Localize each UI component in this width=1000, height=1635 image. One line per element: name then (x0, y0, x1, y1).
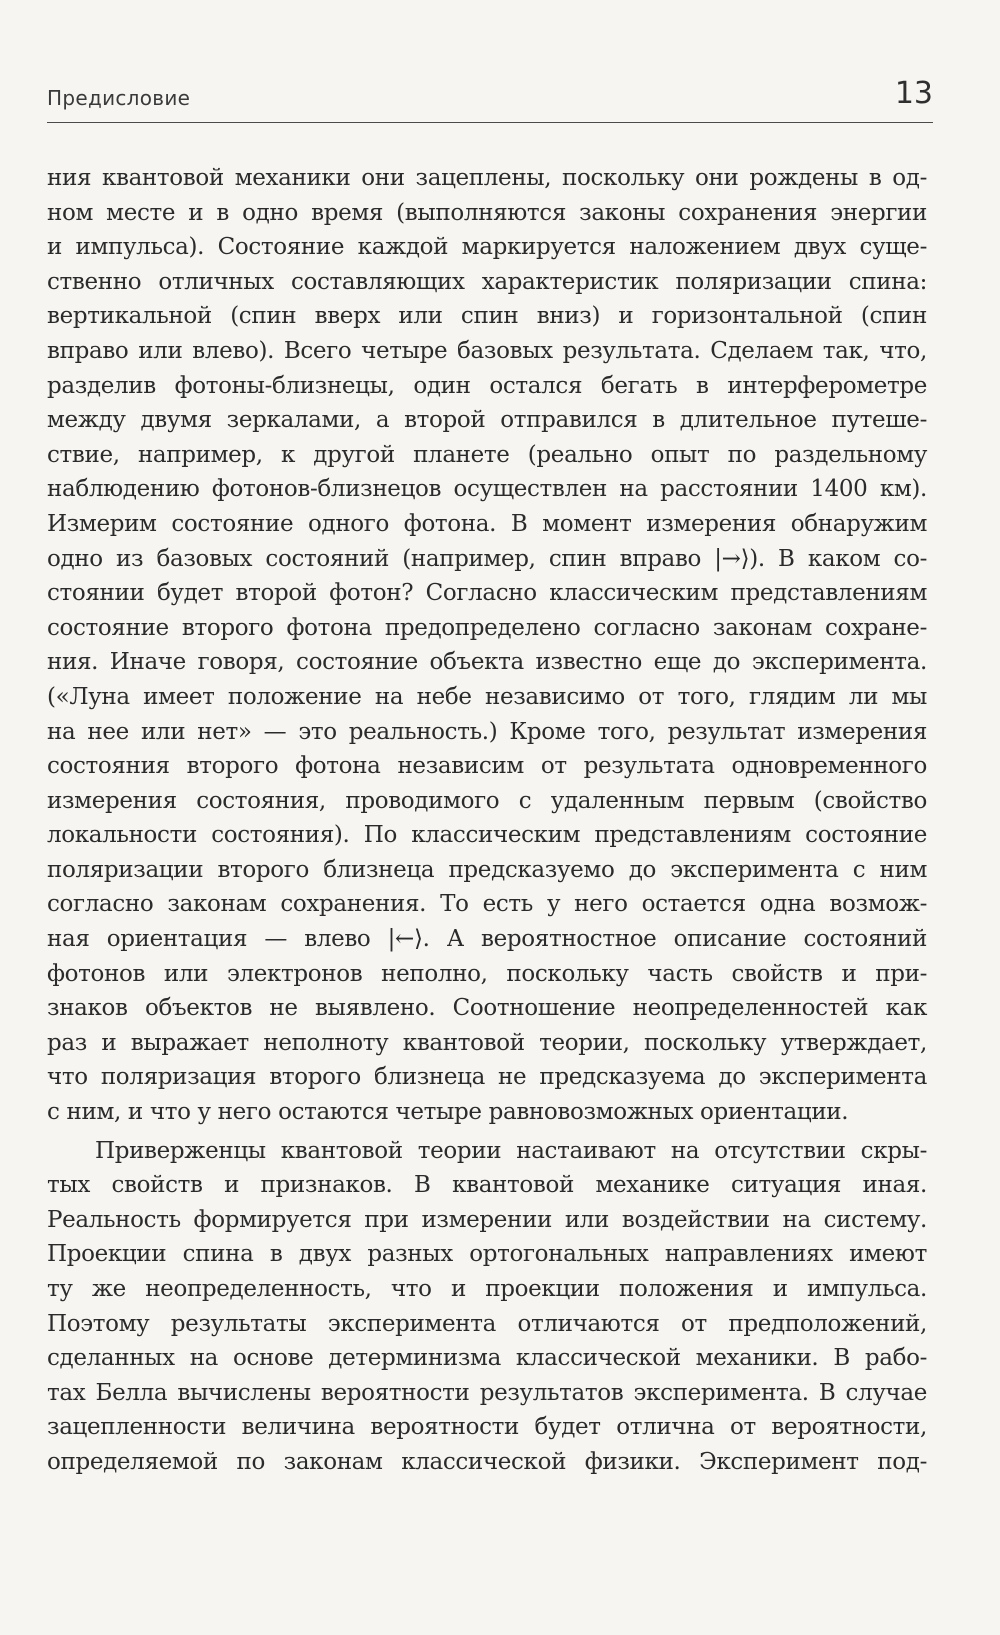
text-line: сделанных на основе детерминизма классической механики. В рабо- (47, 1345, 927, 1372)
paragraph (47, 161, 927, 1130)
text-line: Проекции спина в двух разных ортогональных направлениях имеют (47, 1241, 927, 1268)
running-head (47, 76, 933, 126)
text-line: и импульса). Состояние каждой маркируется наложением двух суще- (47, 234, 927, 261)
text-line: тах Белла вычислены вероятности результатов эксперимента. В случае (47, 1379, 927, 1406)
text-line: стоянии будет второй фотон? Согласно классическим представлениям (47, 580, 927, 607)
text-line: знаков объектов не выявлено. Соотношение неопределенностей как (47, 995, 927, 1022)
text-line: ния квантовой механики они зацеплены, поскольку они рождены в од- (47, 165, 927, 191)
text-line: Поэтому результаты эксперимента отличаются от предположений, (47, 1310, 927, 1337)
text-line: Приверженцы квантовой теории настаивают на отсутствии скры- (95, 1137, 927, 1164)
text-line: согласно законам сохранения. То есть у него остается одна возмож- (47, 891, 927, 918)
text-line: что поляризация второго близнеца не предсказуема до эксперимента (47, 1064, 927, 1091)
text-line: зацепленности величина вероятности будет отлична от вероятности, (47, 1414, 927, 1441)
text-line: разделив фотоны-близнецы, один остался бегать в интерферометре (47, 372, 927, 399)
text-line: вправо или влево). Всего четыре базовых результата. Сделаем так, что, (47, 337, 927, 364)
text-line: ния. Иначе говоря, состояние объекта известно еще до эксперимента. (47, 649, 927, 676)
text-line: ном месте и в одно время (выполняются законы сохранения энергии (47, 199, 927, 226)
body-text (47, 161, 927, 1480)
page-number: 13 (894, 76, 933, 111)
text-line: поляризации второго близнеца предсказуемо до эксперимента с ним (47, 856, 927, 883)
text-line: на нее или нет» — это реальность.) Кроме того, результат измерения (47, 718, 927, 745)
text-line: тых свойств и признаков. В квантовой механике ситуация иная. (47, 1172, 927, 1199)
text-line: определяемой по законам классической физики. Эксперимент под- (47, 1448, 927, 1475)
text-line: раз и выражает неполноту квантовой теории, поскольку утверждает, (47, 1029, 927, 1056)
section-title: Предисловие (47, 86, 191, 110)
text-line: с ним, и что у него остаются четыре равновозможных ориентации. (47, 1099, 849, 1126)
text-line: состояние второго фотона предопределено согласно законам сохране- (47, 614, 927, 641)
text-line: фотонов или электронов неполно, поскольку часть свойств и при- (47, 960, 927, 987)
text-line: ствие, например, к другой планете (реально опыт по раздельному (47, 441, 927, 468)
text-line: ственно отличных составляющих характеристик поляризации спина: (47, 268, 927, 295)
text-line: ту же неопределенность, что и проекции положения и импульса. (47, 1276, 927, 1302)
text-line: Измерим состояние одного фотона. В момент измерения обнаружим (47, 510, 927, 537)
text-line: между двумя зеркалами, а второй отправился в длительное путеше- (47, 407, 927, 434)
text-line: ная ориентация — влево |←⟩. А вероятностное описание состояний (47, 926, 927, 953)
text-line: («Луна имеет положение на небе независимо от того, глядим ли мы (47, 683, 927, 710)
header-rule (47, 122, 933, 123)
text-line: Реальность формируется при измерении или воздействии на систему. (47, 1206, 927, 1233)
text-line: вертикальной (спин вверх или спин вниз) и горизонтальной (спин (47, 303, 927, 330)
text-line: состояния второго фотона независим от результата одновременного (47, 753, 927, 780)
text-line: одно из базовых состояний (например, спин вправо |→⟩). В каком со- (47, 545, 927, 572)
paragraph (47, 1134, 927, 1480)
text-line: наблюдению фотонов-близнецов осуществлен на расстоянии 1400 км). (47, 476, 927, 503)
text-line: измерения состояния, проводимого с удаленным первым (свойство (47, 787, 927, 814)
text-line: локальности состояния). По классическим представлениям состояние (47, 822, 927, 849)
